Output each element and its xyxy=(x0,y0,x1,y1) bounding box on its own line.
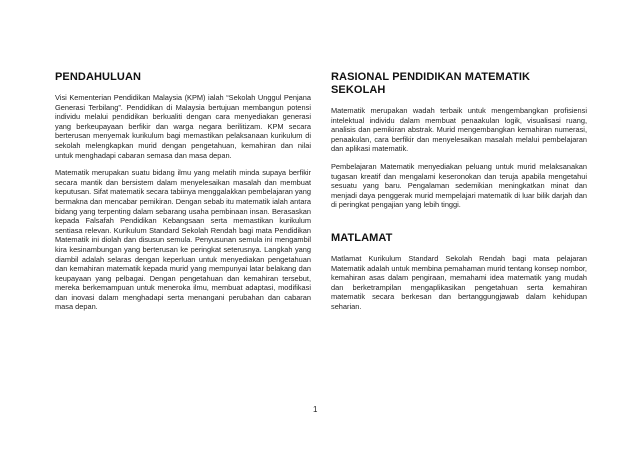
page-number: 1 xyxy=(313,405,318,414)
paragraph-mathematics-intro: Matematik merupakan suatu bidang ilmu yang melatih minda supaya berfikir secara mantik dan bersistem dalam menyelesaikan masalah dan membuat keputusan. Sifat matematik secara tabiinya menggalakkan pembelajaran yang bermakna dan mencabar pemikiran. Dengan sebab itu matematik ialah antara bidang yang terpenting dalam sebarang usaha pembinaan insan. Berasaskan kepada Falsafah Pendidikan Kebangsaan serta memastikan kurikulum sentiasa relevan. Kurikulum Standard Sekolah Rendah bagi mata Pendidikan Matematik ini diolah dan disusun semula. Penyusunan semula ini mengambil kira kesinambungan yang berterusan ke peringkat seterusnya. Langkah yang diambil adalah selaras dengan keperluan untuk menyediakan pengetahuan dan kemahiran matematik kepada murid yang mempunyai latar belakang dan keupayaan yang pelbagai. Dengan pengetahuan dan kemahiran tersebut, mereka berkemampuan untuk meneroka ilmu, membuat adaptasi, modifikasi dan inovasi dalam menghadapi serta menangani perubahan dan cabaran masa depan. xyxy=(55,168,311,312)
paragraph-rasional-2: Pembelajaran Matematik menyediakan peluang untuk murid melaksanakan tugasan kreatif dan mengalami keseronokan dan teruja apabila mengetahui sesuatu yang baru. Pengalaman sedemikian meningkatkan minat dan menjadi daya penggerak murid mempelajari matematik di luar bilik darjah dan di peringkat pengajian yang lebih tinggi. xyxy=(331,161,587,210)
right-column xyxy=(331,71,587,320)
section-heading-matlamat: MATLAMAT xyxy=(331,231,393,244)
section-heading-pendahuluan: PENDAHULUAN xyxy=(55,71,142,83)
section-heading-rasional: RASIONAL PENDIDIKAN MATEMATIK SEKOLAH xyxy=(331,71,531,96)
paragraph-rasional-1: Matematik merupakan wadah terbaik untuk mengembangkan profisiensi intelektual individu dalam membuat penaakulan logik, visualisasi ruang, analisis dan pemikiran abstrak. Murid mengembangkan kemahiran numerasi, penaakulan, cara berfikir dan menyelesaikan masalah melalui pembelajaran dan aplikasi matematik. xyxy=(331,106,587,154)
left-column xyxy=(55,71,311,320)
paragraph-vision: Visi Kementerian Pendidikan Malaysia (KPM) ialah “Sekolah Unggul Penjana Generasi Terbilang”. Pendidikan di Malaysia bertujuan membangun potensi individu melalui pendidikan berkualiti dengan cara menyediakan generasi yang berkeupayaan berfikir dan warga negara berilitizam. KPM secara berterusan menyemak kurikulum bagi memastikan pelaksanaan kurikulum di sekolah melengkapkan murid dengan pengetahuan, kemahiran dan nilai untuk menghadapi cabaran semasa dan masa depan. xyxy=(55,93,311,160)
paragraph-matlamat: Matlamat Kurikulum Standard Sekolah Rendah bagi mata pelajaran Matematik adalah untuk membina pemahaman murid tentang konsep nombor, kemahiran asas dalam pengiraan, memahami idea matematik yang mudah dan berketrampilan mengaplikasikan pengetahuan serta kemahiran matematik secara berkesan dan bertanggungjawab dalam kehidupan seharian. xyxy=(331,253,587,311)
